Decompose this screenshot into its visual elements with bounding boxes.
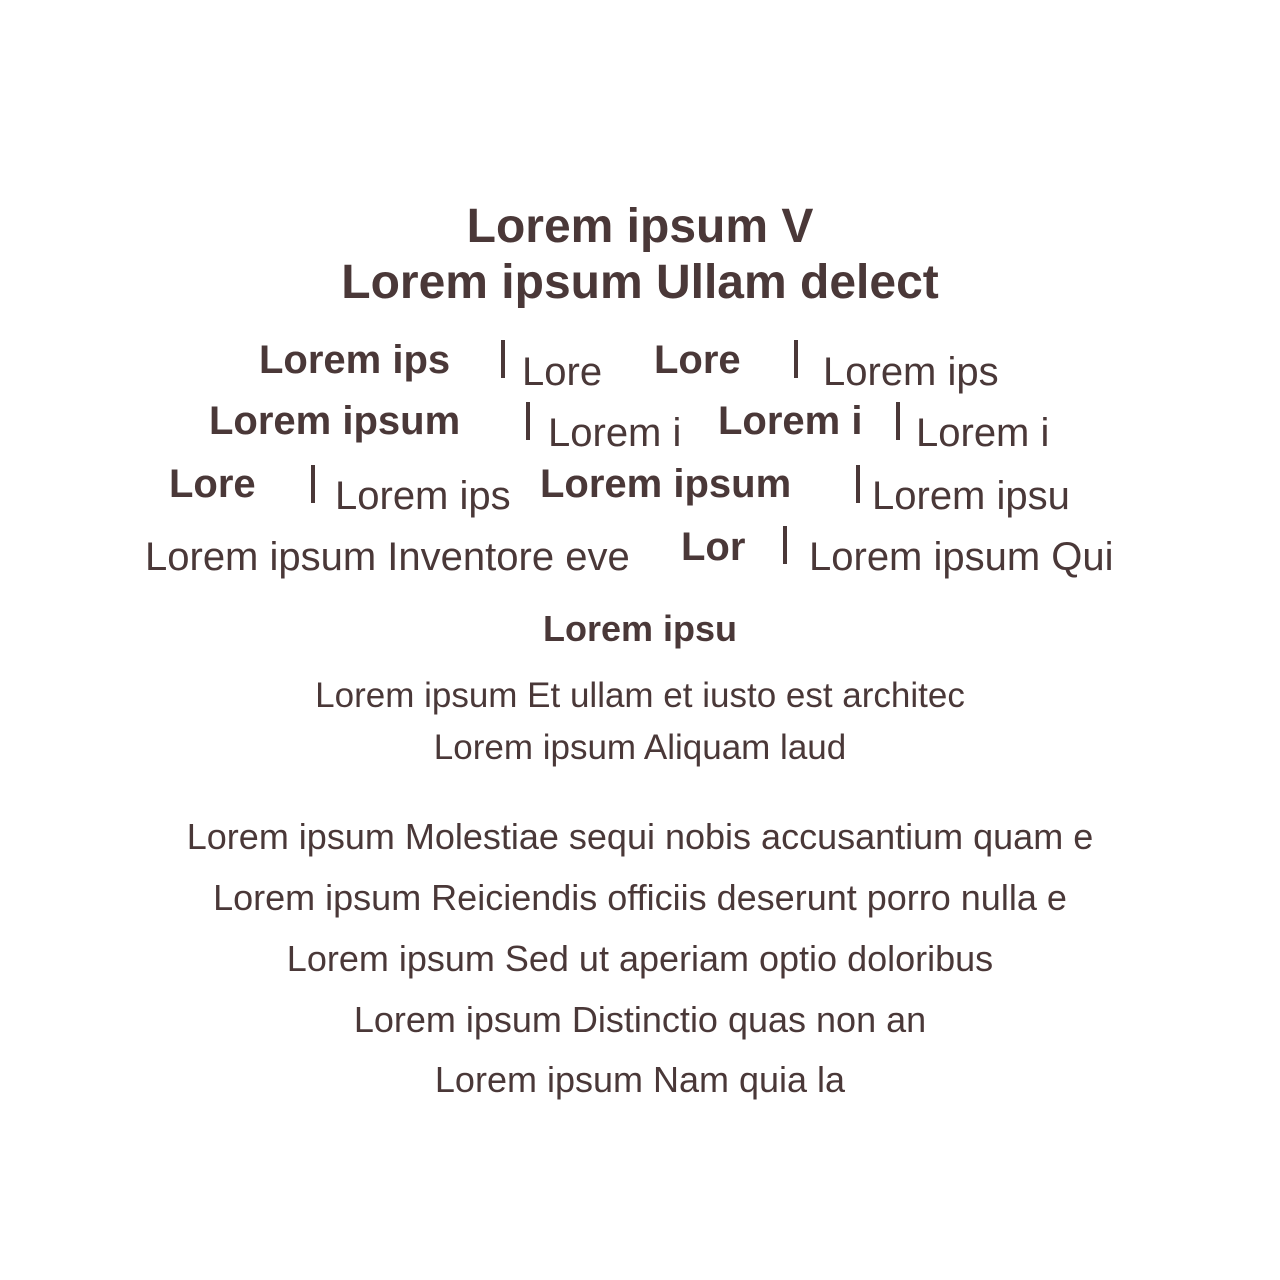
grid-value: Lorem i — [548, 411, 682, 455]
grid-value: Lorem i — [916, 411, 1050, 455]
intro-line: Lorem ipsum Aliquam laud — [433, 728, 847, 767]
title-line-1: Lorem ipsum V — [466, 200, 814, 253]
grid-text: Lorem ipsum Inventore eve — [145, 535, 630, 579]
grid-label: Lorem i — [718, 399, 863, 443]
subheading: Lorem ipsu — [542, 608, 738, 649]
separator — [896, 402, 900, 440]
separator — [794, 340, 798, 378]
grid-value: Lorem ips — [335, 474, 511, 518]
grid-label: Lorem ipsum — [540, 462, 792, 506]
separator — [501, 340, 505, 378]
grid-label: Lorem ips — [259, 338, 451, 382]
grid-label: Lorem ipsum — [209, 399, 461, 443]
grid-value: Lorem ips — [823, 350, 999, 394]
separator — [526, 402, 530, 440]
body-line: Lorem ipsum Distinctio quas non an — [353, 999, 927, 1040]
separator — [783, 526, 787, 564]
intro-line: Lorem ipsum Et ullam et iusto est architec — [315, 676, 965, 715]
grid-label: Lor — [681, 525, 746, 569]
body-line: Lorem ipsum Molestiae sequi nobis accusantium quam e — [186, 816, 1094, 857]
separator — [311, 465, 315, 503]
grid-label: Lore — [654, 338, 741, 382]
grid-value: Lore — [522, 350, 603, 394]
body-line: Lorem ipsum Nam quia la — [434, 1059, 846, 1100]
title-line-2: Lorem ipsum Ullam delect — [341, 256, 939, 309]
grid-value: Lorem ipsum Qui — [809, 535, 1114, 579]
separator — [856, 465, 860, 503]
grid-value: Lorem ipsu — [872, 474, 1070, 518]
body-line: Lorem ipsum Sed ut aperiam optio doloribus — [286, 938, 994, 979]
grid-label: Lore — [169, 462, 256, 506]
body-line: Lorem ipsum Reiciendis officiis deserunt porro nulla e — [213, 877, 1067, 918]
